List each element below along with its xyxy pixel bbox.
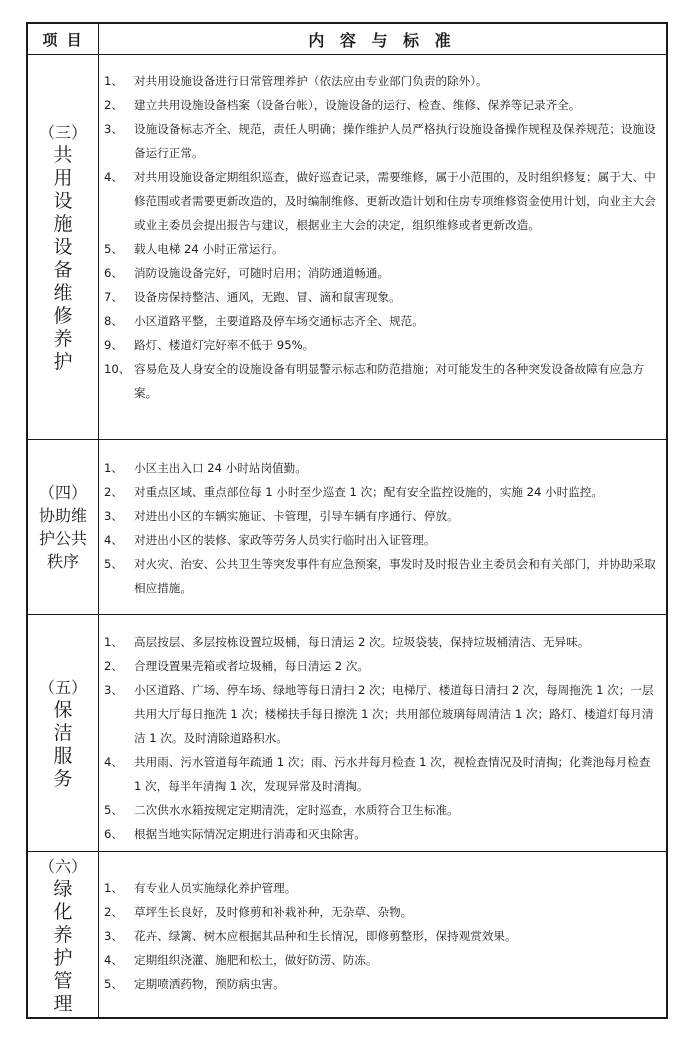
- section-4-items: [104, 456, 660, 600]
- section-4-label: [28, 440, 98, 614]
- list-item: 10、 容易危及人身安全的设施设备有明显警示标志和防范措施；对可能发生的各种突发设备故障有应急方案。: [104, 362, 645, 400]
- standards-table: [26, 22, 668, 1019]
- list-item: 4、 对共用设施设备定期组织巡查，做好巡查记录，需要维修，属于小范围的，及时组织修复；属于大、中修范围或者需要更新改造的，及时编制维修、更新改造计划和住房专项维修资金使用计划，向业主大会或业主委员会提出报告与建议，根据业主大会的决定，组织维修或者更新改造。: [104, 170, 656, 232]
- section-6-items: [104, 876, 660, 996]
- section-5-char: 洁: [53, 721, 73, 744]
- section-5-number: （五）: [38, 677, 87, 697]
- section-6-label: [28, 852, 98, 1019]
- section-6-char: 养: [53, 924, 73, 946]
- header-divider: [28, 54, 666, 55]
- section-6-char: 化: [53, 901, 73, 923]
- list-item: 9、 路灯、楼道灯完好率不低于 95%。: [104, 338, 315, 352]
- section-4-number: （四）: [38, 483, 87, 502]
- list-item: 3、 对进出小区的车辆实施证、卡管理，引导车辆有序通行、停放。: [104, 509, 459, 523]
- section-3-char: 修: [53, 304, 73, 327]
- section-3-char: 护: [53, 350, 73, 373]
- section-3-char: 施: [53, 212, 73, 235]
- list-item: 4、 共用雨、污水管道每年疏通 1 次；雨、污水井每月检查 1 次，视检查情况及时清掏；化粪池每月检查 1 次，每半年清掏 1 次，发现异常及时清掏。: [104, 755, 651, 793]
- section-4-char: 协助维: [38, 506, 87, 525]
- section-5-items: [104, 630, 660, 846]
- section-3-char: 设: [53, 189, 73, 212]
- list-item: 6、 消防设施设备完好，可随时启用；消防通道畅通。: [104, 266, 390, 280]
- section-3-char: 用: [53, 166, 73, 189]
- section-3-char: 备: [53, 258, 73, 281]
- section-5-char: 务: [53, 767, 73, 790]
- section-6-char: 绿: [53, 878, 73, 900]
- section-divider: [28, 439, 666, 440]
- section-5-char: 服: [53, 744, 73, 767]
- section-3-char: 共: [53, 143, 73, 166]
- section-5-char: 保: [53, 698, 73, 721]
- section-3-char: 设: [53, 235, 73, 258]
- list-item: 4、 定期组织浇灌、施肥和松土，做好防涝、防冻。: [104, 953, 378, 967]
- section-divider: [28, 614, 666, 615]
- list-item: 5、 定期喷洒药物，预防病虫害。: [104, 977, 285, 991]
- list-item: 5、 二次供水水箱按规定定期清洗，定时巡查，水质符合卫生标准。: [104, 803, 459, 817]
- section-divider: [28, 851, 666, 852]
- list-item: 3、 小区道路、广场、停车场、绿地等每日清扫 2 次；电梯厅、楼道每日清扫 2 次，每周拖洗 1 次；一层共用大厅每日拖洗 1 次；楼梯扶手每日擦洗 1 次；共用部位玻璃每周清洁 1 次；路灯、楼道灯每月清洁 1 次。及时清除道路积水。: [104, 683, 654, 745]
- section-4-char: 护公共: [38, 529, 87, 548]
- section-6-char: 管: [53, 970, 73, 992]
- list-item: 4、 对进出小区的装修、家政等劳务人员实行临时出入证管理。: [104, 533, 436, 547]
- section-3-label: [28, 55, 98, 439]
- list-item: 2、 建立共用设施设备档案（设备台帐），设施设备的运行、检查、维修、保养等记录齐全。: [104, 98, 581, 112]
- list-item: 5、 对火灾、治安、公共卫生等突发事件有应急预案，事发时及时报告业主委员会和有关部门，并协助采取相应措施。: [104, 557, 656, 595]
- list-item: 8、 小区道路平整，主要道路及停车场交通标志齐全、规范。: [104, 314, 424, 328]
- list-item: 7、 设备房保持整洁、通风，无跑、冒、滴和鼠害现象。: [104, 290, 401, 304]
- list-item: 1、 对共用设施设备进行日常管理养护（依法应由专业部门负责的除外）。: [104, 74, 488, 88]
- section-6-char: 理: [53, 993, 73, 1015]
- list-item: 2、 对重点区域、重点部位每 1 小时至少巡查 1 次；配有安全监控设施的，实施 24 小时监控。: [104, 485, 603, 499]
- list-item: 1、 高层按层、多层按栋设置垃圾桶，每日清运 2 次。垃圾袋装，保持垃圾桶清洁、无异味。: [104, 635, 590, 649]
- section-6-char: 护: [53, 947, 73, 969]
- list-item: 2、 草坪生长良好，及时修剪和补栽补种，无杂草、杂物。: [104, 905, 413, 919]
- list-item: 3、 花卉、绿篱、树木应根据其品种和生长情况，即修剪整形，保持观赏效果。: [104, 929, 517, 943]
- column-divider: [98, 24, 99, 1017]
- list-item: 3、 设施设备标志齐全、规范，责任人明确；操作维护人员严格执行设施设备操作规程及保养规范；设施设备运行正常。: [104, 122, 656, 160]
- list-item: 5、 载人电梯 24 小时正常运行。: [104, 242, 284, 256]
- list-item: 1、 小区主出入口 24 小时站岗值勤。: [104, 461, 307, 475]
- section-3-items: [104, 69, 660, 405]
- header-content: 内 容 与 标 准: [308, 30, 456, 50]
- list-item: 6、 根据当地实际情况定期进行消毒和灭虫除害。: [104, 827, 366, 841]
- section-5-label: [28, 615, 98, 851]
- section-6-number: （六）: [38, 857, 87, 876]
- section-3-number: （三）: [38, 122, 87, 142]
- list-item: 2、 合理设置果壳箱或者垃圾桶，每日清运 2 次。: [104, 659, 370, 673]
- header-item: 项 目: [42, 30, 84, 49]
- section-3-char: 养: [53, 327, 73, 350]
- section-4-char: 秩序: [46, 552, 79, 571]
- section-3-char: 维: [53, 281, 73, 304]
- list-item: 1、 有专业人员实施绿化养护管理。: [104, 881, 297, 895]
